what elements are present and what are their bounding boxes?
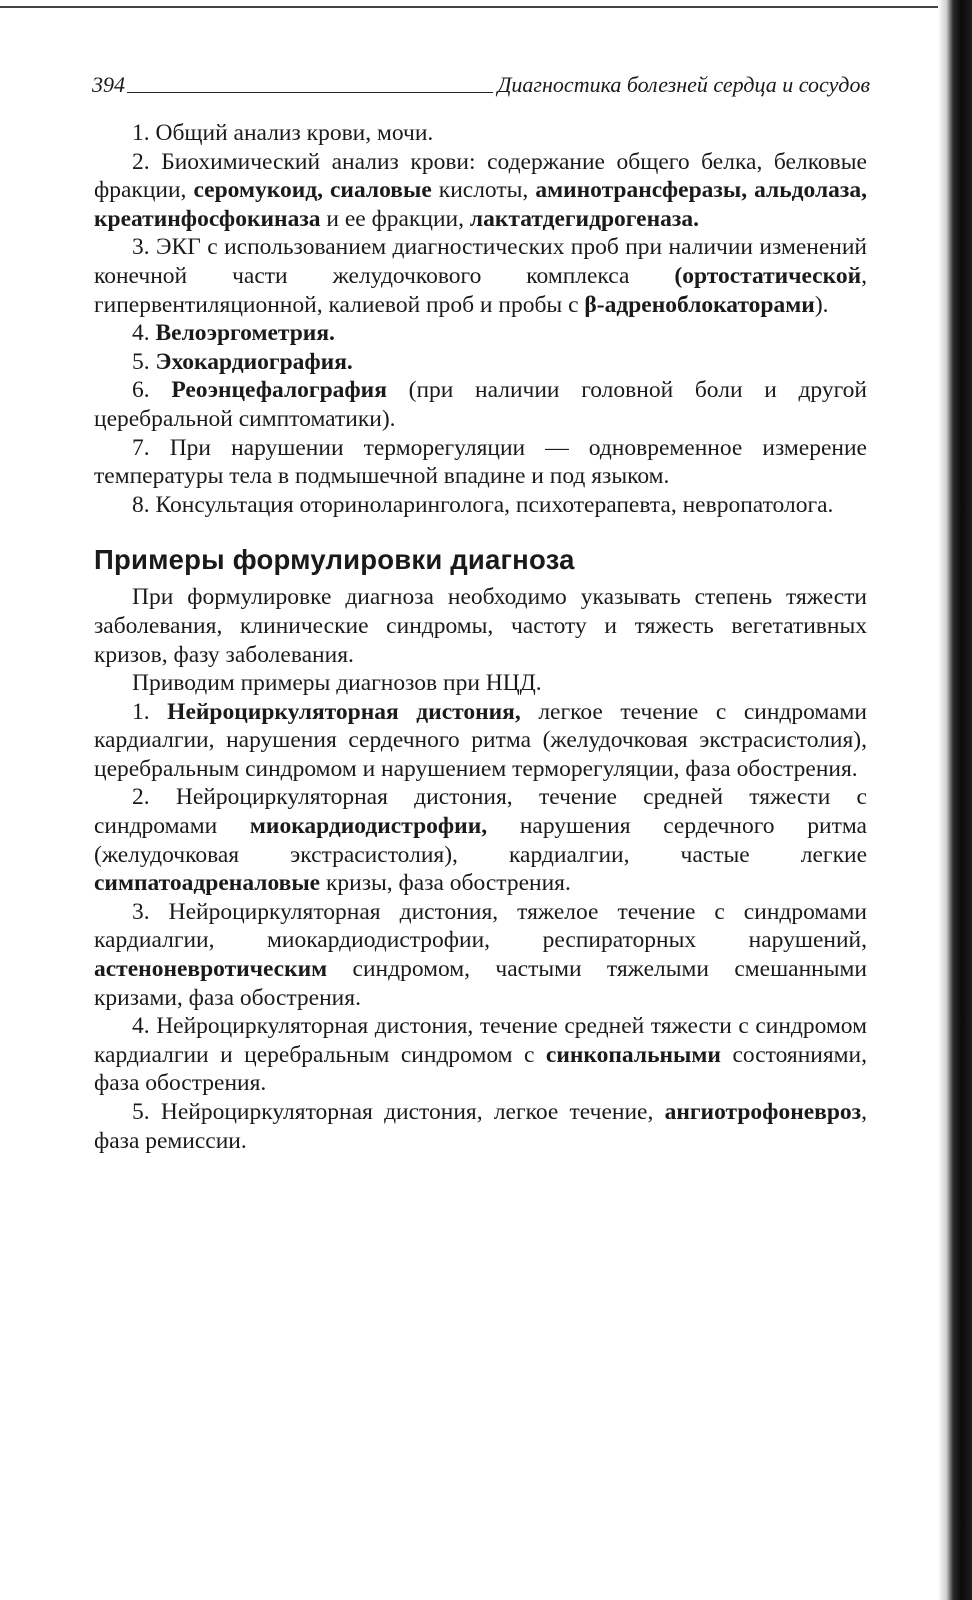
bold-term: симпатоадреналовые: [94, 870, 321, 897]
text-run: кислоты,: [431, 177, 536, 204]
diagnosis-examples: [94, 698, 867, 1156]
scan-shadow-edge: [938, 0, 972, 1600]
text-run: 4.: [132, 320, 156, 347]
bold-term: синкопальными: [545, 1041, 721, 1068]
bold-term: серомукоид, сиаловые: [193, 177, 432, 204]
text-run: кризы, фаза обострения.: [320, 870, 571, 897]
bold-term: аминотрансферазы, альдолаза, креатинфосфокиназа: [94, 177, 867, 232]
text-run: , гипервентиляционной, калиевой проб и пробы с: [94, 262, 867, 318]
investigation-item: [94, 434, 867, 491]
running-title: Диагностика болезней сердца и сосудов: [497, 72, 870, 97]
page-body: [94, 119, 867, 1155]
bold-term: Велоэргометрия.: [155, 320, 335, 347]
investigation-item: [94, 376, 867, 433]
investigation-item: [94, 233, 867, 319]
running-header: [92, 66, 870, 98]
bold-term: Реоэнцефалография: [171, 377, 387, 404]
text-run: 3. Нейроциркуляторная дистония, тяжелое течение с синдромами кардиалгии, миокардиодистрофии, респираторных нарушений,: [94, 898, 867, 954]
text-run: и ее фракции,: [320, 205, 470, 232]
header-rule: [127, 92, 493, 93]
text-run: 2. Нейроциркуляторная дистония, течение средней тяжести с синдромами: [94, 784, 867, 840]
bold-term: (ортостатической: [674, 262, 862, 289]
text-run: 5.: [132, 348, 156, 375]
intro-paragraph: При формулировке диагноза необходимо указывать степень тяжести заболевания, клинические синдромы, частоту и тяжесть вегетативных кризов, фазу заболевания.: [94, 584, 867, 668]
text-run: 7. При нарушении терморегуляции — одновременное измерение температуры тела в подмышечной впадине и под языком.: [94, 434, 867, 490]
diagnosis-example: [94, 1012, 867, 1098]
diagnosis-example: [94, 698, 867, 784]
text-run: 1.: [132, 698, 168, 725]
text-run: нарушения сердечного ритма (желудочковая экстрасистолия), кардиалгии, частые легкие: [94, 813, 867, 868]
investigation-item: [94, 348, 867, 377]
bold-term: β-адреноблокаторами: [584, 291, 815, 318]
text-run: 1. Общий анализ крови, мочи.: [132, 120, 434, 146]
text-run: 2. Биохимический анализ крови: содержание общего белка, белковые фракции,: [94, 148, 867, 204]
text-run: состояниями, фаза обострения.: [94, 1041, 867, 1097]
bold-term: астеноневротическим: [94, 956, 328, 983]
investigation-item: [94, 319, 867, 348]
diagnosis-example: [94, 783, 867, 897]
investigation-item: [94, 491, 867, 520]
section-heading: Примеры формулировки диагноза: [94, 544, 575, 576]
text-run: 5. Нейроциркуляторная дистония, легкое течение,: [132, 1099, 665, 1125]
investigation-list: [94, 119, 867, 519]
text-run: легкое течение с синдромами кардиалгии, нарушения сердечного ритма (желудочковая экстрасистолия), церебральным синдромом и нарушением терморегуляции, фаза обострения.: [94, 698, 868, 782]
text-run: 4. Нейроциркуляторная дистония, течение средней тяжести с синдромом кардиалгии и церебральным синдромом с: [94, 1013, 867, 1068]
text-run: 3. ЭКГ с использованием диагностических проб при наличии изменений конечной части желудочкового комплекса: [94, 234, 867, 289]
diagnosis-example: [94, 898, 867, 1012]
bold-term: миокардиодистрофии,: [249, 813, 488, 840]
diagnosis-example: [94, 1098, 867, 1155]
text-run: 8. Консультация оториноларинголога, психотерапевта, невропатолога.: [132, 491, 834, 518]
bold-term: лактатдегидрогеназа.: [469, 205, 699, 232]
text-run: синдромом, частыми тяжелыми смешанными кризами, фаза обострения.: [94, 956, 867, 1011]
text-run: (при наличии головной боли и другой церебральной симптоматики).: [94, 377, 867, 432]
bold-term: ангиотрофоневроз: [664, 1099, 862, 1125]
investigation-item: [94, 119, 867, 148]
text-run: ).: [814, 291, 829, 318]
text-run: , фаза ремиссии.: [94, 1099, 867, 1154]
investigation-item: [94, 148, 867, 234]
page-number: 394: [92, 72, 125, 97]
bold-term: Эхокардиография.: [155, 348, 353, 375]
intro-paragraph: Приводим примеры диагнозов при НЦД.: [132, 670, 542, 697]
intro-text: [94, 583, 867, 697]
text-run: 6.: [132, 377, 172, 404]
top-edge-line: [0, 6, 940, 8]
bold-term: Нейроциркуляторная дистония,: [167, 698, 521, 725]
